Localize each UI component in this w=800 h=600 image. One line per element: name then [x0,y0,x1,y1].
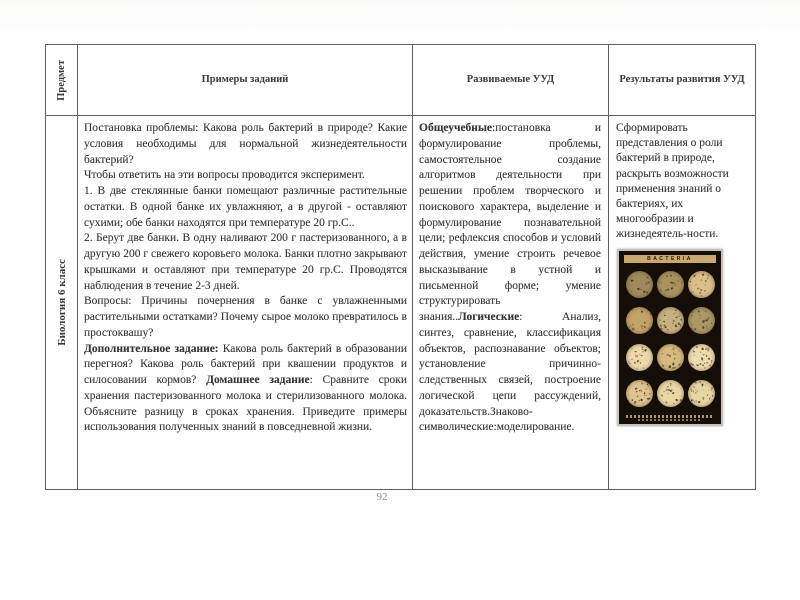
plate-caption-line [638,419,702,421]
header-subject-label: Предмет [55,59,67,101]
header-subject-column [46,45,78,116]
bacteria-dish [688,380,715,407]
developed-uud-cell [413,116,609,489]
bacteria-dish [657,344,684,371]
header-developed-uud [413,45,609,116]
header-results-uud [609,45,755,116]
header-task-examples-label: Примеры заданий [201,74,289,86]
paragraph: 1. В две стеклянные банки помещают различные растительные остатки. В одной банке их увлажняют, а в другой - оставляют сухими; обе банки находятся при температуре 20 гр.С.. [84,185,407,229]
subject-cell [46,116,78,489]
header-task-examples [78,45,413,116]
bacteria-dish [626,307,653,334]
bacteria-dish [657,307,684,334]
bacteria-dish [657,271,684,298]
header-results-uud-label: Результаты развития УУД [619,74,745,86]
subject-label: Биология 6 класс [55,259,68,346]
paragraph: Общеучебные:постановка и формулирование проблемы, самостоятельное создание алгоритмов деятельности при решении проблем творческого и поискового характера, выделение и формулирование познавательной цели; рефлексия способов и условий действия, умение строить речевое высказывание в устной и письменной форме; умение структурировать знания..Логические: Анализ, синтез, сравнение, классификация объектов, распознавание объектов; установление причинно-следственных связей, построение логической цепи рассуждений, доказательств.Знаково-символические:моделирование. [419,122,601,434]
paragraph: 2. Берут две банки. В одну наливают 200 г пастеризованного, а в другую 200 г свежего коровьего молока. Банки плотно закрывают крышками и оставляют при температуре 20 гр.С. Проводятся наблюдения в течение 2-3 дней. [84,232,407,292]
paragraph: Вопросы: Причины почернения в банке с увлажненными растительными остатками? Почему сырое молоко превратилось в простоквашу? [84,295,407,339]
paragraph: Постановка проблемы: Какова роль бактерий в природе? Какие условия необходимы для нормальной жизнедеятельности бактерий? [84,122,407,166]
header-developed-uud-label: Развиваемые УУД [466,74,555,86]
plate-caption-line [626,415,714,418]
paragraph: Чтобы ответить на эти вопросы проводится эксперимент. [84,169,365,182]
results-text: Сформировать представления о роли бактерий в природе, раскрыть возможности применения знаний о бактериях, их многообразии и жизнедеятель-ности. [616,122,729,241]
bacteria-dish [626,380,653,407]
bacteria-dish [626,271,653,298]
bacteria-plate-title: BACTERIA [624,255,716,263]
bacteria-dish [657,380,684,407]
bacteria-plate-figure [617,249,723,426]
lesson-table [45,44,756,490]
bacteria-dish [626,344,653,371]
bacteria-dish [688,271,715,298]
bacteria-plate-caption [624,413,716,421]
bacteria-dish [688,307,715,334]
bacteria-circles [624,263,716,413]
results-cell [609,116,755,489]
task-examples-cell [78,116,413,489]
page-number: 92 [376,491,388,503]
bacteria-dish [688,344,715,371]
paragraph: Дополнительное задание: Какова роль бактерий в образовании перегноя? Какова роль бактерий при квашении продуктов и силосовании кормов? Домашнее задание: Сравните сроки хранения пастеризованного молока и стерилизованного молока. Объясните разницу в сроках хранения. Приведите примеры использования полученных знаний в повседневной жизни. [84,342,407,434]
